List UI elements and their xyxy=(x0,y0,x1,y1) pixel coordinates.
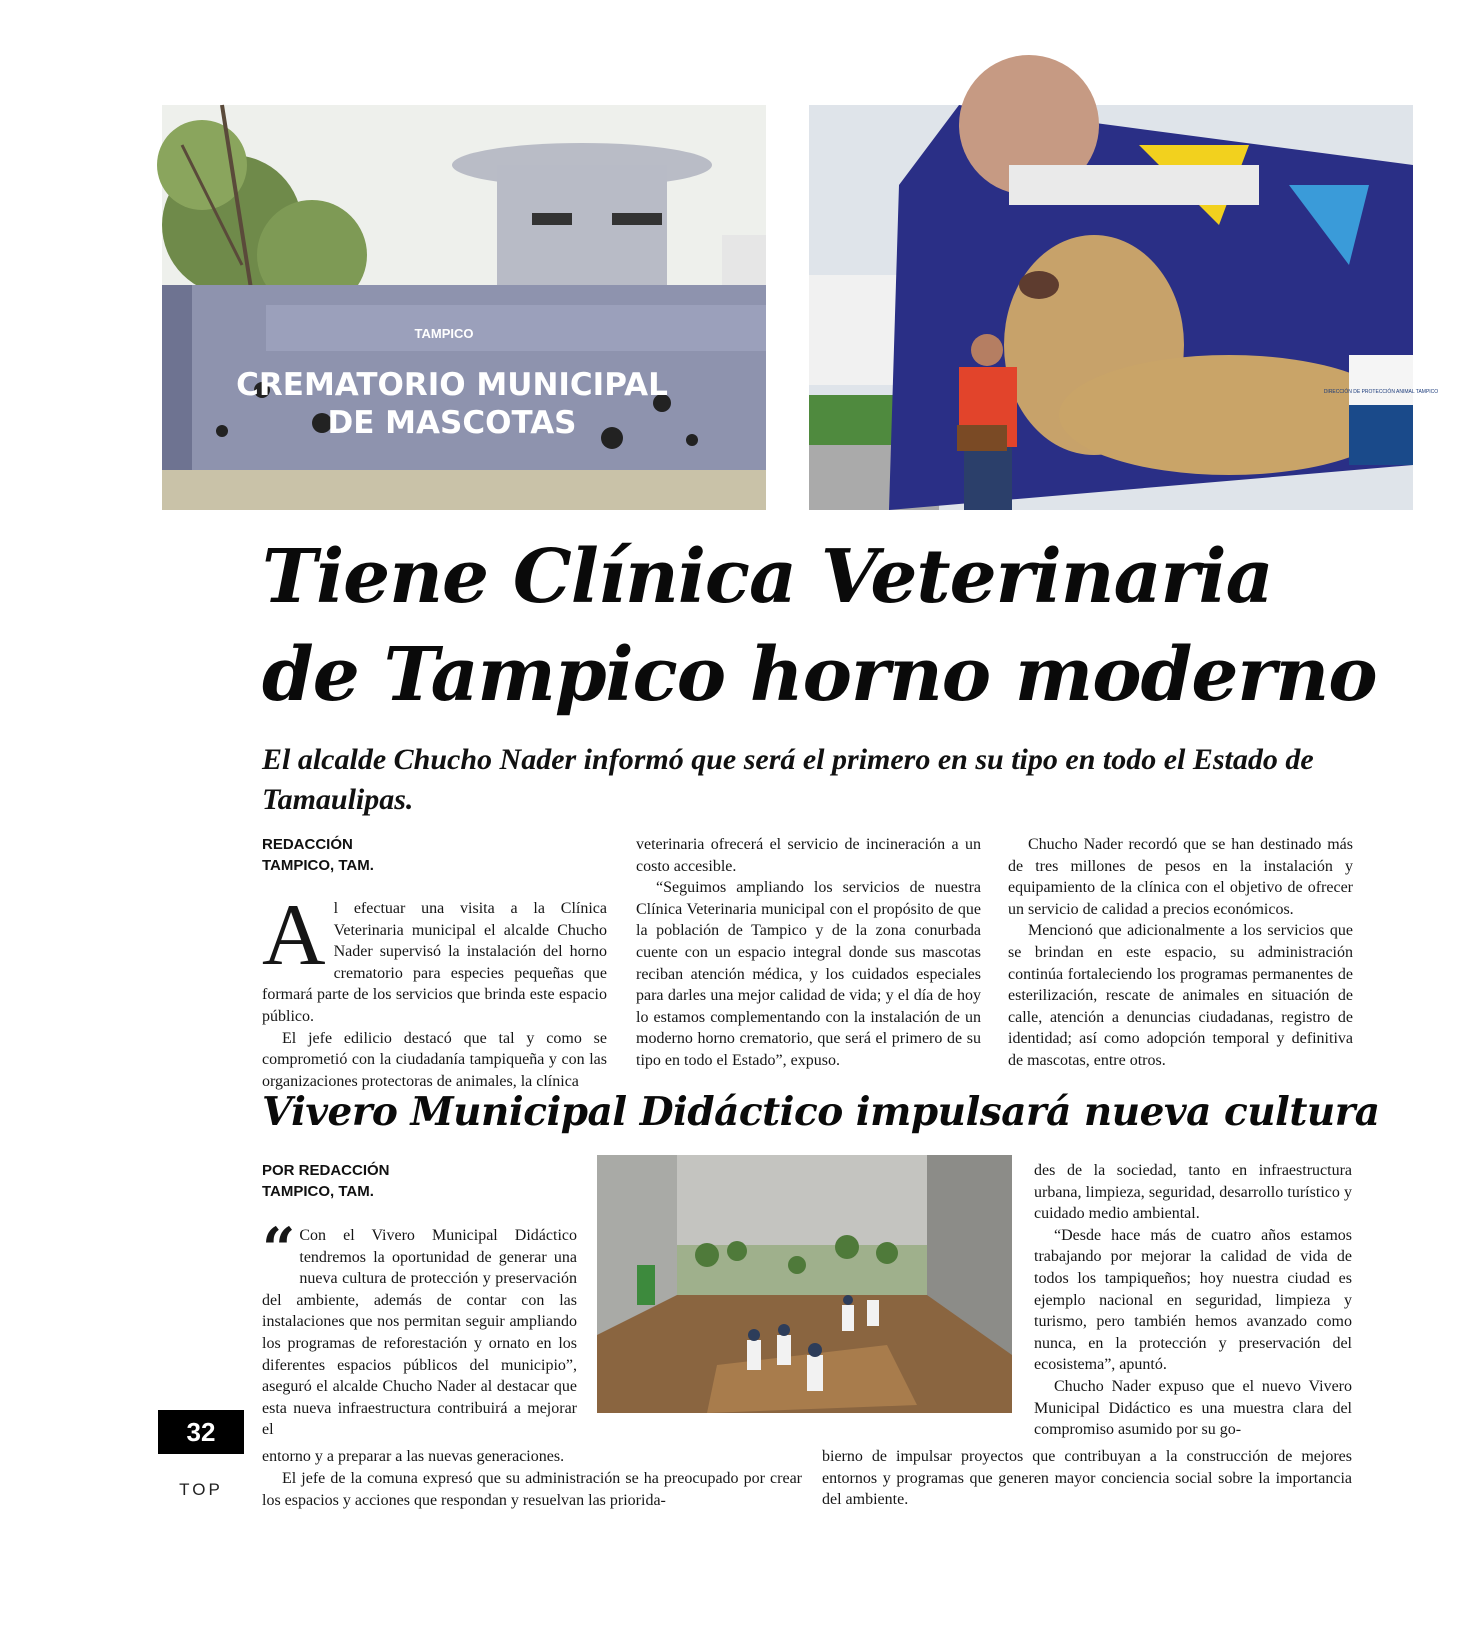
sign-line1: CREMATORIO MUNICIPAL xyxy=(236,367,668,403)
article2-bottom-right: bierno de impulsar proyectos que contribuyan a la construcción de mejores entornos y programas que generen mayor conciencia social sobre la importancia del ambiente. xyxy=(822,1448,1352,1509)
vivero-photo xyxy=(597,1155,1012,1413)
byline-location: TAMPICO, TAM. xyxy=(262,857,374,874)
mural-sign: DIRECCIÓN DE PROTECCIÓN ANIMAL TAMPICO xyxy=(1323,389,1439,395)
byline-article2 xyxy=(262,1160,390,1202)
article1-column3 xyxy=(1008,834,1353,1072)
article2-col3-p1: des de la sociedad, tanto en infraestructura urbana, limpieza, seguridad, desarrollo turístico y cuidado medio ambiental. xyxy=(1034,1162,1352,1223)
magazine-name: TOP xyxy=(179,1480,223,1499)
sign-line2: DE MASCOTAS xyxy=(327,405,577,441)
sign-brand: TAMPICO xyxy=(414,326,474,341)
article1-col3-p2: Mencionó que adicionalmente a los servicios que se brindan en este espacio, su administración continúa fortaleciendo los programas permanentes de esterilización, rescate de animales en situación de calle, atención a denuncias ciudadanas, registro de identidad; así como adopción temporal y definitiva de mascotas, entre otros. xyxy=(1008,922,1353,1069)
article1-col1-p1: Al efectuar una visita a la Clínica Veterinaria municipal el alcalde Chucho Nader supervisó la instalación del horno crematorio para especies pequeñas que formará parte de los servicios que brinda este espacio público. xyxy=(262,887,607,1025)
byline-article1 xyxy=(262,834,374,876)
article1-column1 xyxy=(262,887,607,1092)
article2-col3-p3: Chucho Nader expuso que el nuevo Vivero Municipal Didáctico es una muestra clara del compromiso asumido por su go- xyxy=(1034,1377,1352,1439)
article2-column3 xyxy=(1034,1160,1352,1441)
article1-col2-p2: “Seguimos ampliando los servicios de nuestra Clínica Veterinaria municipal con el propósito de que la población de Tampico y de la zona conurbada cuente con un espacio integral donde sus mascotas reciban atención médica, y los cuidados especiales para darles una mejor calidad de vida; y el día de hoy lo estamos complementando con la instalación de un moderno horno crematorio, que será el primero de su tipo en todo el Estado”, expuso. xyxy=(636,879,981,1069)
article2-tail: entorno y a preparar a las nuevas generaciones. xyxy=(262,1448,565,1465)
article2-bottom-left: El jefe de la comuna expresó que su administración se ha preocupado por crear los espacios y acciones que respondan y resuelvan las priorida- xyxy=(262,1470,802,1509)
headline-line2: de Tampico horno moderno xyxy=(262,632,1377,718)
article2-column1 xyxy=(262,1215,577,1441)
page-number: 32 xyxy=(158,1410,244,1454)
byline-location-2: TAMPICO, TAM. xyxy=(262,1183,374,1200)
quote-mark: “ xyxy=(262,1215,296,1283)
article2-col1-p1: “ Con el Vivero Municipal Didáctico tendremos la oportunidad de generar una nueva cultura de protección y preservación del ambiente, además de contar con las instalaciones que nos permitan seguir ampliando los programas de reforestación y ornato en los diferentes espacios públicos del municipio”, aseguró el alcalde Chucho Nader al destacar que esta nueva infraestructura contribuirá a mejorar el xyxy=(262,1215,577,1439)
article2-col3-p2: “Desde hace más de cuatro años estamos trabajando por mejorar la calidad de vida de todos los tampiqueños; hoy nuestra ciudad es ejemplo nacional en seguridad, limpieza y turismo, pero también hemos avanzado como nunca, en la protección y preservación del ecosistema”, apuntó. xyxy=(1034,1226,1352,1374)
article1-col1-p2: El jefe edilicio destacó que tal y como se comprometió con la ciudadanía tampiqueña y con las organizaciones protectoras de animales, la clínica xyxy=(262,1029,607,1090)
article1-column2 xyxy=(636,834,981,1072)
headline-vivero: Vivero Municipal Didáctico impulsará nueva cultura xyxy=(262,1089,1380,1135)
crematorio-photo xyxy=(162,105,766,510)
article1-col2-p1: veterinaria ofrecerá el servicio de incineración a un costo accesible. xyxy=(636,836,981,875)
subhead: El alcalde Chucho Nader informó que será el primero en su tipo en todo el Estado de Tamaulipas. xyxy=(262,743,1314,816)
byline-author: REDACCIÓN xyxy=(262,836,353,853)
headline xyxy=(262,528,1412,724)
dropcap: A xyxy=(262,887,326,984)
byline-author-2: POR REDACCIÓN xyxy=(262,1162,390,1179)
article1-col3-p1: Chucho Nader recordó que se han destinado más de tres millones de pesos en la instalación y equipamiento de la clínica con el objetivo de ofrecer un servicio de calidad a precios económicos. xyxy=(1008,836,1353,918)
mural-photo xyxy=(809,105,1439,510)
headline-line1: Tiene Clínica Veterinaria xyxy=(262,534,1273,620)
